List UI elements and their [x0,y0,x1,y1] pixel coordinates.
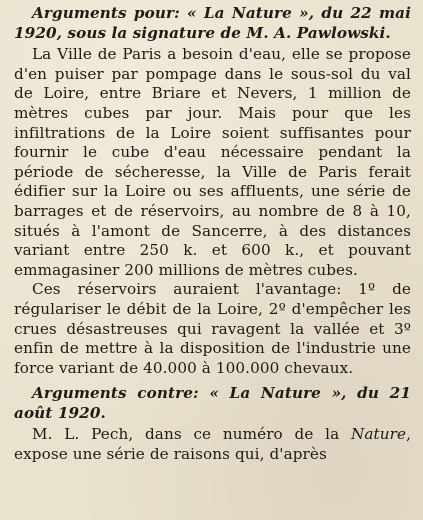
paragraph-reservoir-advantages: Ces réservoirs auraient l'avantage: 1º de régulariser le débit de la Loire, 2º d'empêcher les crues désastreuses qui ravagent la vallée et 3º enfin de mettre à la disposition de l'industrie une force variant de 40.000 à 100.000 chevaux. [14,280,411,377]
heading-pour-author: Pawlowski. [296,23,391,42]
paragraph-pech [14,425,411,464]
pech-text-nature: Nature [350,425,407,444]
pech-text-end: , expose une série de raisons qui, d'après [14,425,411,464]
section-heading-pour [14,4,411,43]
section-heading-contre: Arguments contre: « La Nature », du 21 août 1920. [14,384,411,422]
paragraph-paris-water: La Ville de Paris a besoin d'eau, elle se propose d'en puiser par pompage dans le sous-sol du val de Loire, entre Briare et Nevers, 1 million de mètres cubes par jour. Mais pour que les infiltrations de la Loire soient suffisantes pour fournir le cube d'eau nécessaire pendant la période de sécheresse, la Ville de Paris ferait édifier sur la Loire ou ses affluents, une série de barrages et de réservoirs, au nombre de 8 à 10, situés à l'amont de Sancerre, à des distances variant entre 250 k. et 600 k., et pouvant emmagasiner 200 millions de mètres cubes. [14,45,411,279]
pech-text-start: M. L. Pech, dans ce numéro de la [32,425,351,444]
heading-pour-text: Arguments pour: « La Nature », du 22 mai 1920, sous la signature de M. A. [14,4,411,42]
